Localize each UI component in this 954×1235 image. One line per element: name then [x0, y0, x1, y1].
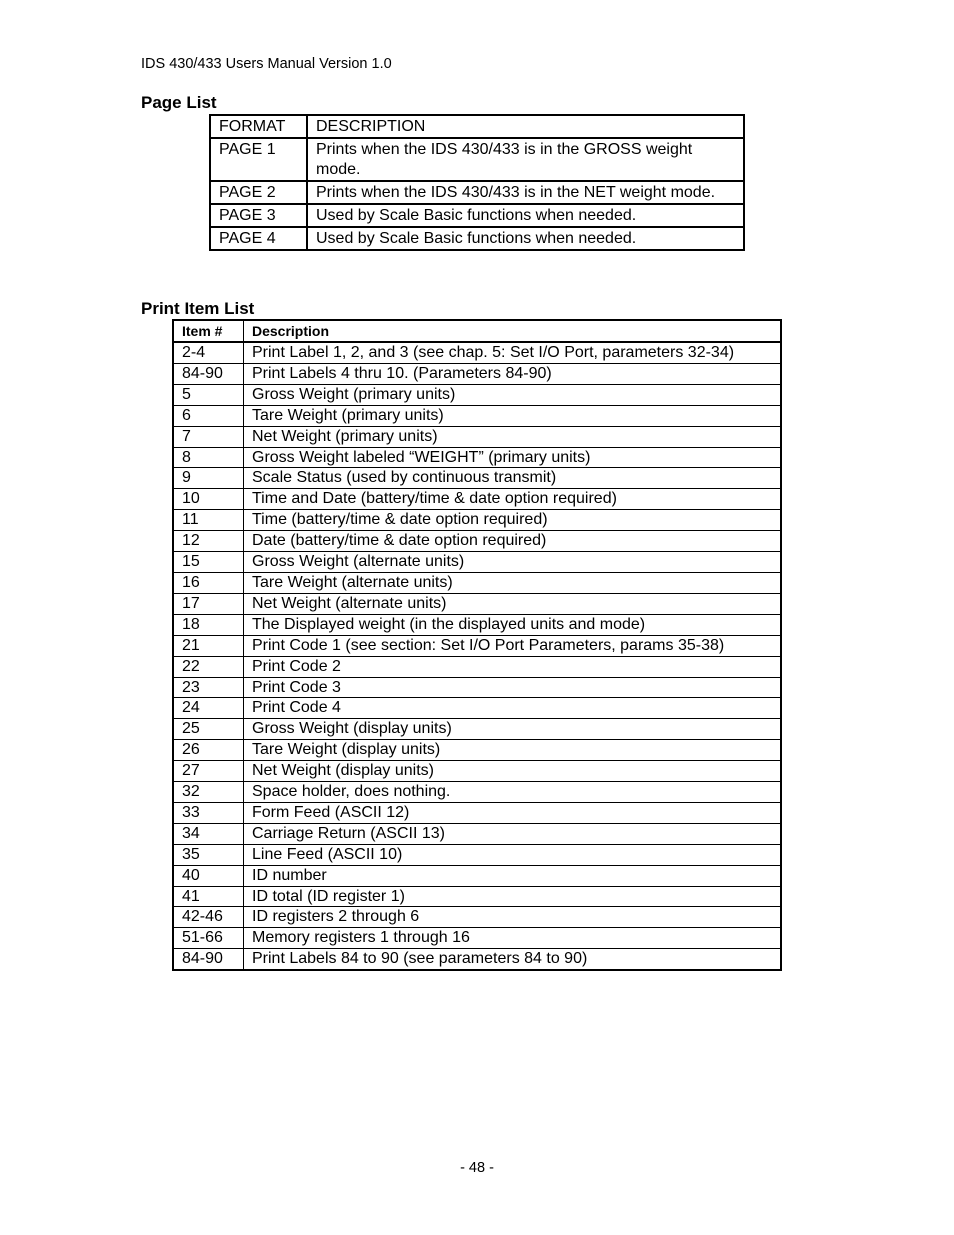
item-number-cell: 26 — [173, 740, 244, 761]
item-number-cell: 7 — [173, 426, 244, 447]
description-cell: Used by Scale Basic functions when needed. — [307, 204, 744, 227]
table-row — [173, 384, 781, 405]
item-number-cell: 41 — [173, 886, 244, 907]
item-number-cell: 24 — [173, 698, 244, 719]
item-number-cell: 23 — [173, 677, 244, 698]
description-cell: Print Labels 4 thru 10. (Parameters 84-90) — [244, 363, 782, 384]
description-cell: Form Feed (ASCII 12) — [244, 802, 782, 823]
table-row — [173, 426, 781, 447]
table-row — [173, 886, 781, 907]
item-number-cell: 9 — [173, 468, 244, 489]
print-item-list-heading: Print Item List — [141, 299, 255, 318]
table-row — [173, 928, 781, 949]
table-row — [173, 844, 781, 865]
description-cell: Gross Weight (primary units) — [244, 384, 782, 405]
description-cell: Line Feed (ASCII 10) — [244, 844, 782, 865]
item-number-cell: 18 — [173, 614, 244, 635]
table-row — [173, 761, 781, 782]
table-row — [173, 363, 781, 384]
column-header-description: Description — [244, 320, 782, 342]
description-cell: ID total (ID register 1) — [244, 886, 782, 907]
table-row — [173, 614, 781, 635]
description-cell: Net Weight (alternate units) — [244, 593, 782, 614]
item-number-cell: 22 — [173, 656, 244, 677]
item-number-cell: 40 — [173, 865, 244, 886]
description-cell: Time (battery/time & date option required) — [244, 510, 782, 531]
item-number-cell: 21 — [173, 635, 244, 656]
description-cell: ID number — [244, 865, 782, 886]
description-cell: Print Labels 84 to 90 (see parameters 84 to 90) — [244, 949, 782, 970]
document-header: IDS 430/433 Users Manual Version 1.0 — [141, 56, 392, 72]
description-cell: Gross Weight (display units) — [244, 719, 782, 740]
item-number-cell: 16 — [173, 572, 244, 593]
page-number: - 48 - — [460, 1160, 494, 1176]
description-cell: Net Weight (display units) — [244, 761, 782, 782]
item-number-cell: 33 — [173, 802, 244, 823]
description-cell: Time and Date (battery/time & date option required) — [244, 489, 782, 510]
table-row — [173, 802, 781, 823]
item-number-cell: 12 — [173, 531, 244, 552]
description-cell: ID registers 2 through 6 — [244, 907, 782, 928]
description-cell: Scale Status (used by continuous transmit) — [244, 468, 782, 489]
item-number-cell: 15 — [173, 552, 244, 573]
table-row — [173, 865, 781, 886]
table-row — [173, 907, 781, 928]
description-cell: Prints when the IDS 430/433 is in the GROSS weight mode. — [307, 138, 744, 181]
description-cell: Used by Scale Basic functions when needed. — [307, 227, 744, 250]
table-row — [173, 698, 781, 719]
description-cell: Tare Weight (primary units) — [244, 405, 782, 426]
print-item-table — [172, 319, 782, 971]
table-row — [173, 740, 781, 761]
format-cell: PAGE 3 — [210, 204, 307, 227]
table-header-row — [210, 115, 744, 138]
item-number-cell: 84-90 — [173, 363, 244, 384]
item-number-cell: 17 — [173, 593, 244, 614]
item-number-cell: 8 — [173, 447, 244, 468]
description-cell: Carriage Return (ASCII 13) — [244, 823, 782, 844]
description-cell: Net Weight (primary units) — [244, 426, 782, 447]
item-number-cell: 27 — [173, 761, 244, 782]
item-number-cell: 32 — [173, 782, 244, 803]
item-number-cell: 2-4 — [173, 342, 244, 363]
description-cell: Tare Weight (alternate units) — [244, 572, 782, 593]
item-number-cell: 5 — [173, 384, 244, 405]
table-row — [173, 635, 781, 656]
item-number-cell: 6 — [173, 405, 244, 426]
table-row — [173, 677, 781, 698]
description-cell: Print Label 1, 2, and 3 (see chap. 5: Set I/O Port, parameters 32-34) — [244, 342, 782, 363]
table-row — [173, 447, 781, 468]
description-cell: Memory registers 1 through 16 — [244, 928, 782, 949]
description-cell: Gross Weight labeled “WEIGHT” (primary units) — [244, 447, 782, 468]
description-cell: Print Code 2 — [244, 656, 782, 677]
table-row — [173, 510, 781, 531]
table-row — [173, 719, 781, 740]
table-row — [173, 782, 781, 803]
table-row — [173, 531, 781, 552]
table-row — [173, 489, 781, 510]
item-number-cell: 35 — [173, 844, 244, 865]
item-number-cell: 34 — [173, 823, 244, 844]
description-cell: Tare Weight (display units) — [244, 740, 782, 761]
format-cell: PAGE 2 — [210, 181, 307, 204]
description-cell: Gross Weight (alternate units) — [244, 552, 782, 573]
table-row — [210, 227, 744, 250]
table-row — [173, 552, 781, 573]
table-row — [210, 138, 744, 181]
item-number-cell: 84-90 — [173, 949, 244, 970]
format-cell: PAGE 1 — [210, 138, 307, 181]
table-row — [173, 656, 781, 677]
table-row — [173, 823, 781, 844]
description-cell: Date (battery/time & date option required) — [244, 531, 782, 552]
item-number-cell: 11 — [173, 510, 244, 531]
table-row — [210, 204, 744, 227]
description-cell: Print Code 4 — [244, 698, 782, 719]
page-list-heading: Page List — [141, 93, 217, 112]
description-cell: Space holder, does nothing. — [244, 782, 782, 803]
description-cell: The Displayed weight (in the displayed units and mode) — [244, 614, 782, 635]
item-number-cell: 51-66 — [173, 928, 244, 949]
description-cell: Prints when the IDS 430/433 is in the NET weight mode. — [307, 181, 744, 204]
table-row — [173, 593, 781, 614]
format-cell: PAGE 4 — [210, 227, 307, 250]
table-row — [173, 572, 781, 593]
item-number-cell: 25 — [173, 719, 244, 740]
description-cell: Print Code 3 — [244, 677, 782, 698]
item-number-cell: 42-46 — [173, 907, 244, 928]
column-header-item-number: Item # — [173, 320, 244, 342]
table-row — [173, 342, 781, 363]
description-cell: Print Code 1 (see section: Set I/O Port Parameters, params 35-38) — [244, 635, 782, 656]
table-row — [173, 949, 781, 970]
table-row — [210, 181, 744, 204]
column-header-format: FORMAT — [210, 115, 307, 138]
table-row — [173, 405, 781, 426]
page-list-table — [209, 114, 745, 251]
table-header-row — [173, 320, 781, 342]
column-header-description: DESCRIPTION — [307, 115, 744, 138]
item-number-cell: 10 — [173, 489, 244, 510]
table-row — [173, 468, 781, 489]
